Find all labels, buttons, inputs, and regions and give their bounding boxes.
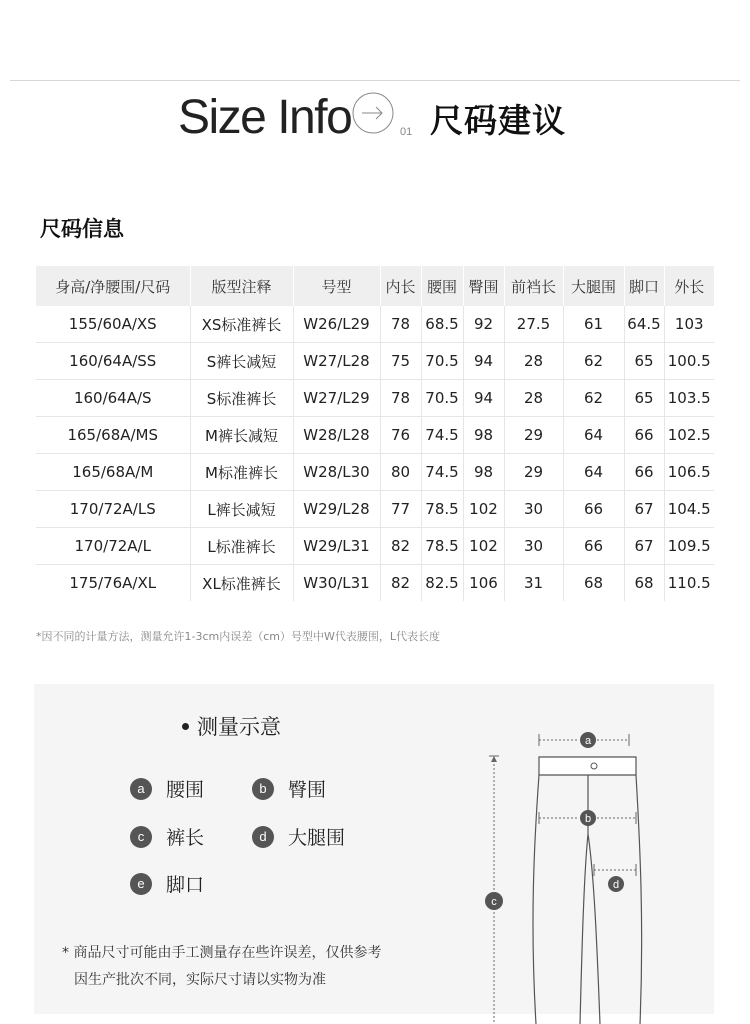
header-waist: 腰围 xyxy=(421,266,463,306)
opening-cell: 66 xyxy=(624,454,664,491)
size-cell: 160/64A/S xyxy=(36,380,190,417)
header-leg-opening: 脚口 xyxy=(624,266,664,306)
waist-cell: 70.5 xyxy=(421,343,463,380)
waist-cell: 78.5 xyxy=(421,528,463,565)
table-row xyxy=(36,380,714,417)
inseam-cell: 78 xyxy=(380,380,421,417)
hip-cell: 94 xyxy=(463,343,504,380)
thigh-cell: 62 xyxy=(563,343,624,380)
legend-label: 脚口 xyxy=(166,874,205,896)
diagram-label-a: a xyxy=(584,735,592,747)
diagram-label-c: c xyxy=(491,896,497,908)
measurement-note: *因不同的计量方法，测量允许1-3cm内误差（cm）号型中W代表腰围，L代表长度 xyxy=(36,630,440,643)
pants-diagram xyxy=(484,704,654,1024)
legend-item-leg-opening xyxy=(130,870,204,897)
legend-label: 大腿围 xyxy=(288,827,346,849)
hip-cell: 98 xyxy=(463,454,504,491)
size-cell: 155/60A/XS xyxy=(36,306,190,343)
table-header-row xyxy=(36,266,714,306)
rise-cell: 27.5 xyxy=(504,306,563,343)
outseam-cell: 103.5 xyxy=(664,380,714,417)
legend-item-waist xyxy=(130,775,204,802)
fit-cell: M标准裤长 xyxy=(190,454,293,491)
table-row xyxy=(36,454,714,491)
legend-label: 裤长 xyxy=(166,827,205,849)
banner-index: 01 xyxy=(400,126,413,138)
inseam-cell: 82 xyxy=(380,528,421,565)
code-cell: W29/L31 xyxy=(293,528,380,565)
table-row xyxy=(36,565,714,602)
header-height-waist-size: 身高/净腰围/尺码 xyxy=(36,266,190,306)
waist-cell: 74.5 xyxy=(421,454,463,491)
banner-title-cn: 尺码建议 xyxy=(430,101,566,140)
code-cell: W29/L28 xyxy=(293,491,380,528)
badge-a-icon: a xyxy=(130,778,152,800)
size-cell: 175/76A/XL xyxy=(36,565,190,602)
hip-cell: 98 xyxy=(463,417,504,454)
fit-cell: L标准裤长 xyxy=(190,528,293,565)
table-row xyxy=(36,417,714,454)
outseam-cell: 110.5 xyxy=(667,574,711,592)
rise-cell: 28 xyxy=(504,380,563,417)
code-cell: W27/L29 xyxy=(293,380,380,417)
opening-cell: 64.5 xyxy=(624,306,664,343)
header-thigh: 大腿围 xyxy=(563,266,624,306)
table-row xyxy=(36,491,714,528)
size-cell: 170/72A/L xyxy=(36,528,190,565)
fit-cell: M裤长减短 xyxy=(190,417,293,454)
table-row xyxy=(36,528,714,565)
size-cell: 165/68A/M xyxy=(36,454,190,491)
size-cell: 165/68A/MS xyxy=(36,417,190,454)
legend-label: 臀围 xyxy=(288,779,327,801)
hip-cell: 102 xyxy=(463,528,504,565)
hip-cell: 92 xyxy=(463,306,504,343)
header-hip: 臀围 xyxy=(463,266,504,306)
arrow-circle-icon xyxy=(351,91,395,135)
header-size-code: 号型 xyxy=(293,266,380,306)
diagram-label-d: d xyxy=(612,879,620,891)
fit-cell: XL标准裤长 xyxy=(190,565,293,602)
outseam-cell: 106.5 xyxy=(664,454,714,491)
thigh-cell: 64 xyxy=(563,417,624,454)
fit-cell: S裤长减短 xyxy=(190,343,293,380)
thigh-cell: 66 xyxy=(563,491,624,528)
code-cell: W30/L31 xyxy=(293,565,380,602)
rise-cell: 30 xyxy=(504,491,563,528)
opening-cell: 68 xyxy=(624,565,664,602)
rise-cell: 30 xyxy=(504,528,563,565)
thigh-cell: 61 xyxy=(563,306,624,343)
outseam-cell: 102.5 xyxy=(664,417,714,454)
outseam-cell: 109.5 xyxy=(664,528,714,565)
inseam-cell: 80 xyxy=(380,454,421,491)
hip-cell: 106 xyxy=(463,565,504,602)
outseam-cell: 104.5 xyxy=(664,491,714,528)
size-cell: 170/72A/LS xyxy=(36,491,190,528)
waist-cell: 82.5 xyxy=(421,565,463,602)
hip-cell: 94 xyxy=(463,380,504,417)
inseam-cell: 77 xyxy=(380,491,421,528)
size-info-banner xyxy=(0,88,750,158)
size-table xyxy=(36,266,714,601)
thigh-cell: 62 xyxy=(563,380,624,417)
code-cell: W28/L30 xyxy=(293,454,380,491)
badge-d-icon: d xyxy=(252,826,274,848)
fit-cell: L裤长减短 xyxy=(190,491,293,528)
inseam-cell: 78 xyxy=(380,306,421,343)
table-row xyxy=(36,306,714,343)
badge-b-icon: b xyxy=(252,778,274,800)
legend-item-thigh xyxy=(252,823,345,850)
fine-print-line: * 商品尺寸可能由手工测量存在些许误差，仅供参考 xyxy=(62,945,382,961)
rise-cell: 31 xyxy=(504,565,563,602)
header-fit-note: 版型注释 xyxy=(190,266,293,306)
header-inseam: 内长 xyxy=(380,266,421,306)
bullet-dot xyxy=(182,723,189,730)
legend-item-hip xyxy=(252,775,326,802)
inseam-cell: 76 xyxy=(380,417,421,454)
opening-cell: 65 xyxy=(624,380,664,417)
inseam-cell: 82 xyxy=(380,565,421,602)
fit-cell: XS标准裤长 xyxy=(190,306,293,343)
legend-label: 腰围 xyxy=(166,779,205,801)
banner-title-en: Size Info xyxy=(178,91,352,144)
header-front-rise: 前裆长 xyxy=(504,266,563,306)
top-divider xyxy=(10,80,740,81)
rise-cell: 29 xyxy=(504,417,563,454)
size-cell: 160/64A/SS xyxy=(36,343,190,380)
thigh-cell: 68 xyxy=(563,565,624,602)
legend-item-length xyxy=(130,823,204,850)
table-row xyxy=(36,343,714,380)
measure-title xyxy=(182,711,281,741)
measurement-panel xyxy=(34,684,714,1014)
badge-c-icon: c xyxy=(130,826,152,848)
header-outseam: 外长 xyxy=(664,266,714,306)
badge-e-icon: e xyxy=(130,873,152,895)
waist-cell: 70.5 xyxy=(421,380,463,417)
opening-cell: 67 xyxy=(624,491,664,528)
measure-title-text: 测量示意 xyxy=(197,715,281,739)
code-cell: W26/L29 xyxy=(293,306,380,343)
code-cell: W28/L28 xyxy=(293,417,380,454)
diagram-label-b: b xyxy=(584,813,592,825)
waist-cell: 68.5 xyxy=(421,306,463,343)
hip-cell: 102 xyxy=(463,491,504,528)
code-cell: W27/L28 xyxy=(293,343,380,380)
rise-cell: 28 xyxy=(504,343,563,380)
section-title: 尺码信息 xyxy=(40,217,124,241)
waist-cell: 74.5 xyxy=(421,417,463,454)
opening-cell: 65 xyxy=(624,343,664,380)
rise-cell: 29 xyxy=(504,454,563,491)
thigh-cell: 66 xyxy=(563,528,624,565)
opening-cell: 67 xyxy=(624,528,664,565)
thigh-cell: 64 xyxy=(563,454,624,491)
waist-cell: 78.5 xyxy=(421,491,463,528)
outseam-cell: 103 xyxy=(664,306,714,343)
fit-cell: S标准裤长 xyxy=(190,380,293,417)
fine-print-line: 因生产批次不同，实际尺寸请以实物为准 xyxy=(74,972,326,988)
opening-cell: 66 xyxy=(624,417,664,454)
outseam-cell: 100.5 xyxy=(664,343,714,380)
inseam-cell: 75 xyxy=(380,343,421,380)
